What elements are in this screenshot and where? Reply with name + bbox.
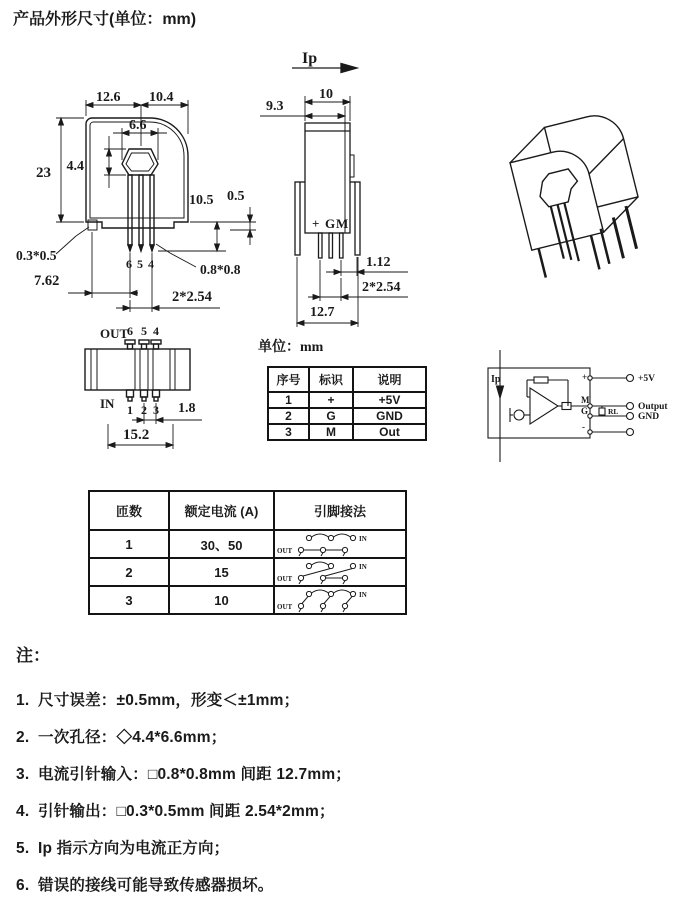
out-pin-6: 6 <box>127 324 133 338</box>
diagram-in-label: IN <box>359 535 367 543</box>
cell: M <box>309 424 353 440</box>
cell-current: 15 <box>169 558 274 586</box>
note-3: 3. 电流引针输入：□0.8*0.8mm 间距 12.7mm； <box>16 766 351 783</box>
node-plus: + <box>582 372 588 382</box>
in-pin-stubs <box>127 390 160 401</box>
table-row <box>89 586 406 614</box>
node-m: M <box>581 395 590 405</box>
dim-out-pin-size: 0.3*0.5 <box>16 248 57 263</box>
col-header: 引脚接法 <box>274 491 406 530</box>
cell-pin-connection <box>274 530 406 558</box>
sensor-block <box>488 368 590 438</box>
note-6: 6. 错误的接线可能导致传感器损坏。 <box>16 877 274 894</box>
in-pin-1: 1 <box>127 403 133 417</box>
isometric-view-drawing <box>488 86 678 291</box>
load-resistor <box>599 408 605 415</box>
out-pin-5: 5 <box>141 324 147 338</box>
cell-current: 10 <box>169 586 274 614</box>
notes-section <box>16 641 636 898</box>
side-view-drawing <box>256 46 461 338</box>
cell: 3 <box>268 424 309 440</box>
col-header: 额定电流 (A) <box>169 491 274 530</box>
turns-table <box>88 490 407 615</box>
circuit-diagram <box>478 350 678 462</box>
cell-turns: 3 <box>89 586 169 614</box>
in-pin-2: 2 <box>141 403 147 417</box>
label-gnd: GND <box>638 412 660 422</box>
note-5: 5. Ip 指示方向为电流正方向； <box>16 840 230 857</box>
dim-height: 23 <box>36 165 51 181</box>
sensor-body-bottom <box>85 349 190 390</box>
cell-pin-connection <box>274 586 406 614</box>
dim-in-pin-size: 0.8*0.8 <box>200 262 241 277</box>
col-header: 说明 <box>353 367 426 392</box>
note-4: 4. 引针输出：□0.3*0.5mm 间距 2.54*2mm； <box>16 803 335 820</box>
cell: GND <box>353 408 426 424</box>
dim-pin-offset: 1.12 <box>366 255 391 270</box>
label-output: Output <box>638 402 668 412</box>
diagram-in-label: IN <box>359 563 367 571</box>
sensor-body-outline <box>86 118 188 228</box>
table-header-row <box>268 367 426 392</box>
table-row <box>268 392 426 408</box>
cell-current: 30、50 <box>169 530 274 558</box>
feedback-resistor <box>534 377 548 383</box>
cell: Out <box>353 424 426 440</box>
front-view-drawing <box>12 74 260 322</box>
terminal-5v <box>627 375 634 382</box>
dim-width-right: 10.4 <box>149 90 174 105</box>
pin-label-g: G <box>325 216 336 231</box>
diagram-out-label: OUT <box>277 575 293 583</box>
circuit-ip-label: Ip <box>491 374 501 385</box>
cell-pin-connection <box>274 558 406 586</box>
dim-hole-height: 4.4 <box>66 159 84 174</box>
out-pin <box>340 233 344 258</box>
terminal-gnd <box>627 413 634 420</box>
label-5v: +5V <box>638 374 656 384</box>
cell: 1 <box>268 392 309 408</box>
current-arrow <box>497 386 504 398</box>
cell: 2 <box>268 408 309 424</box>
pin-definition-table <box>267 366 427 441</box>
table-row <box>268 424 426 440</box>
pin <box>591 235 599 269</box>
dim-hole-width: 6.6 <box>129 118 147 133</box>
notes-heading: 注： <box>16 646 50 665</box>
dim-depth: 10 <box>319 87 333 102</box>
input-pin-left <box>295 182 300 255</box>
ip-label: Ip <box>302 50 318 67</box>
dim-pin-pitch: 2*2.54 <box>362 280 401 295</box>
pin-number-4: 4 <box>148 257 154 271</box>
out-pin <box>329 233 333 258</box>
dim-width: 15.2 <box>123 427 150 443</box>
dim-standoff: 0.5 <box>227 189 245 204</box>
dim-pin-pitch: 2*2.54 <box>172 289 212 305</box>
diagram-out-label: OUT <box>277 603 293 611</box>
cell-turns: 1 <box>89 530 169 558</box>
pin-number-5: 5 <box>137 257 143 271</box>
in-label: IN <box>100 396 115 411</box>
node-g: G <box>581 406 589 416</box>
dim-pin-offset: 1.8 <box>178 401 196 416</box>
table-row <box>268 408 426 424</box>
out-pin-stubs <box>125 340 161 349</box>
table-header-row <box>89 491 406 530</box>
col-header: 标识 <box>309 367 353 392</box>
input-pin <box>613 217 623 258</box>
note-2: 2. 一次孔径：◇4.4*6.6mm； <box>16 729 227 746</box>
label-load: RL <box>608 407 619 416</box>
note-1: 1. 尺寸误差：±0.5mm，形变＜±1mm； <box>16 692 300 709</box>
pin-label-m: M <box>336 216 349 231</box>
cell: G <box>309 408 353 424</box>
diagram-in-label: IN <box>359 591 367 599</box>
unit-label: 单位：mm <box>258 340 324 355</box>
in-pin-3: 3 <box>153 403 159 417</box>
dim-pin-span: 12.7 <box>310 305 335 320</box>
pin-connection-diagram-2turn <box>275 559 379 585</box>
bottom-view-drawing <box>58 320 263 455</box>
diagram-out-label: OUT <box>277 547 293 555</box>
table-row <box>89 558 406 586</box>
current-source <box>514 410 524 420</box>
pin <box>601 229 610 264</box>
pin-connection-diagram-1turn <box>275 531 379 557</box>
pin-label-plus: + <box>312 216 320 231</box>
col-header: 序号 <box>268 367 309 392</box>
dim-width-left: 12.6 <box>96 90 121 105</box>
input-pin-right <box>355 182 360 255</box>
dim-pin-length: 10.5 <box>189 193 214 208</box>
pin-number-6: 6 <box>126 257 132 271</box>
cell-turns: 2 <box>89 558 169 586</box>
terminal-output <box>627 403 634 410</box>
node-minus: - <box>582 422 585 432</box>
pin-connection-diagram-3turn <box>275 587 379 613</box>
dim-depth-inner: 9.3 <box>266 99 284 114</box>
cell: + <box>309 392 353 408</box>
table-row <box>89 530 406 558</box>
cell: +5V <box>353 392 426 408</box>
dim-out-pin-pitch: 7.62 <box>34 273 60 289</box>
input-pin <box>626 206 637 249</box>
col-header: 匝数 <box>89 491 169 530</box>
pin <box>539 248 546 277</box>
out-label: OUT <box>100 326 129 341</box>
output-resistor <box>562 403 571 410</box>
opamp-triangle <box>530 388 558 424</box>
terminal-aux <box>627 429 634 436</box>
out-pin <box>319 233 323 258</box>
out-pin-4: 4 <box>153 324 159 338</box>
page-title: 产品外形尺寸(单位：mm) <box>13 11 197 28</box>
